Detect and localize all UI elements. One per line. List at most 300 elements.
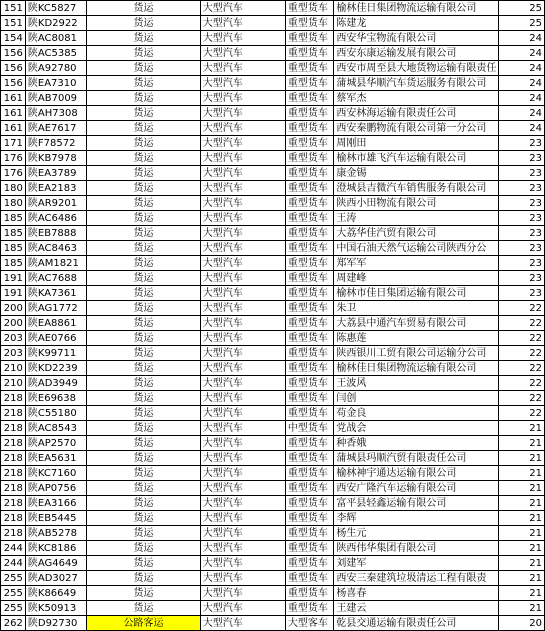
- plate-cell[interactable]: 陕AC8543: [25, 421, 86, 436]
- plate-cell[interactable]: 陕EA2183: [25, 181, 86, 196]
- vehicle-type-cell[interactable]: 重型货车: [285, 391, 334, 406]
- owner-cell[interactable]: 蒲城县玛顺汽贸有限责任公司: [334, 451, 499, 466]
- count-cell[interactable]: 23: [499, 196, 545, 211]
- owner-cell[interactable]: 乾县交通运输有限责任公司: [334, 616, 499, 631]
- count-cell[interactable]: 23: [499, 211, 545, 226]
- usage-cell[interactable]: 公路客运: [87, 616, 201, 631]
- vehicle-type-cell[interactable]: 重型货车: [285, 151, 334, 166]
- vehicle-type-cell[interactable]: 重型货车: [285, 121, 334, 136]
- table-row[interactable]: [1, 361, 545, 376]
- vehicle-type-cell[interactable]: 重型货车: [285, 316, 334, 331]
- vehicle-type-cell[interactable]: 重型货车: [285, 376, 334, 391]
- table-row[interactable]: [1, 226, 545, 241]
- table-row[interactable]: [1, 481, 545, 496]
- count-cell[interactable]: 22: [499, 346, 545, 361]
- owner-cell[interactable]: 党战会: [334, 421, 499, 436]
- vehicle-class-cell[interactable]: 大型汽车: [200, 556, 285, 571]
- table-row[interactable]: [1, 76, 545, 91]
- table-row[interactable]: [1, 121, 545, 136]
- count-cell[interactable]: 21: [499, 556, 545, 571]
- owner-cell[interactable]: 闫创: [334, 391, 499, 406]
- rank-cell[interactable]: 161: [1, 121, 26, 136]
- vehicle-type-cell[interactable]: 重型货车: [285, 301, 334, 316]
- table-row[interactable]: [1, 286, 545, 301]
- rank-cell[interactable]: 191: [1, 271, 26, 286]
- rank-cell[interactable]: 176: [1, 151, 26, 166]
- vehicle-class-cell[interactable]: 大型汽车: [200, 301, 285, 316]
- count-cell[interactable]: 22: [499, 406, 545, 421]
- table-row[interactable]: [1, 616, 545, 631]
- owner-cell[interactable]: 王建云: [334, 601, 499, 616]
- plate-cell[interactable]: 陕AP2570: [25, 436, 86, 451]
- owner-cell[interactable]: 蒲城县华顺汽车货运服务有限公司: [334, 76, 499, 91]
- plate-cell[interactable]: 陕AC6486: [25, 211, 86, 226]
- owner-cell[interactable]: 榆林佳日集团物流运输有限公司: [334, 361, 499, 376]
- vehicle-class-cell[interactable]: 大型汽车: [200, 241, 285, 256]
- usage-cell[interactable]: 货运: [87, 91, 201, 106]
- usage-cell[interactable]: 货运: [87, 526, 201, 541]
- vehicle-class-cell[interactable]: 大型汽车: [200, 226, 285, 241]
- table-row[interactable]: [1, 61, 545, 76]
- table-row[interactable]: [1, 556, 545, 571]
- usage-cell[interactable]: 货运: [87, 181, 201, 196]
- table-row[interactable]: [1, 106, 545, 121]
- vehicle-class-cell[interactable]: 大型汽车: [200, 616, 285, 631]
- owner-cell[interactable]: 蔡军杰: [334, 91, 499, 106]
- usage-cell[interactable]: 货运: [87, 436, 201, 451]
- table-row[interactable]: [1, 601, 545, 616]
- usage-cell[interactable]: 货运: [87, 196, 201, 211]
- vehicle-class-cell[interactable]: 大型汽车: [200, 16, 285, 31]
- usage-cell[interactable]: 货运: [87, 271, 201, 286]
- vehicle-type-cell[interactable]: 重型货车: [285, 61, 334, 76]
- usage-cell[interactable]: 货运: [87, 286, 201, 301]
- rank-cell[interactable]: 218: [1, 451, 26, 466]
- count-cell[interactable]: 25: [499, 1, 545, 16]
- usage-cell[interactable]: 货运: [87, 406, 201, 421]
- rank-cell[interactable]: 203: [1, 331, 26, 346]
- rank-cell[interactable]: 244: [1, 556, 26, 571]
- owner-cell[interactable]: 杨喜春: [334, 586, 499, 601]
- table-row[interactable]: [1, 331, 545, 346]
- usage-cell[interactable]: 货运: [87, 556, 201, 571]
- plate-cell[interactable]: 陕AP0756: [25, 481, 86, 496]
- owner-cell[interactable]: 西安市周至县大地货物运输有限责任: [334, 61, 499, 76]
- plate-cell[interactable]: 陕AR9201: [25, 196, 86, 211]
- count-cell[interactable]: 21: [499, 586, 545, 601]
- plate-cell[interactable]: 陕C55180: [25, 406, 86, 421]
- vehicle-class-cell[interactable]: 大型汽车: [200, 61, 285, 76]
- table-row[interactable]: [1, 376, 545, 391]
- usage-cell[interactable]: 货运: [87, 136, 201, 151]
- owner-cell[interactable]: 陕西银川工贸有限公司运输分公司: [334, 346, 499, 361]
- plate-cell[interactable]: 陕K99711: [25, 346, 86, 361]
- owner-cell[interactable]: 周建峰: [334, 271, 499, 286]
- plate-cell[interactable]: 陕EA3789: [25, 166, 86, 181]
- owner-cell[interactable]: 王波风: [334, 376, 499, 391]
- vehicle-class-cell[interactable]: 大型汽车: [200, 421, 285, 436]
- owner-cell[interactable]: 西安三秦建筑垃圾清运工程有限责: [334, 571, 499, 586]
- vehicle-class-cell[interactable]: 大型汽车: [200, 181, 285, 196]
- count-cell[interactable]: 20: [499, 616, 545, 631]
- rank-cell[interactable]: 151: [1, 1, 26, 16]
- count-cell[interactable]: 23: [499, 166, 545, 181]
- vehicle-type-cell[interactable]: 重型货车: [285, 601, 334, 616]
- rank-cell[interactable]: 161: [1, 91, 26, 106]
- owner-cell[interactable]: 西安林海运输有限责任公司: [334, 106, 499, 121]
- vehicle-type-cell[interactable]: 大型客车: [285, 616, 334, 631]
- vehicle-class-cell[interactable]: 大型汽车: [200, 601, 285, 616]
- vehicle-type-cell[interactable]: 重型货车: [285, 571, 334, 586]
- usage-cell[interactable]: 货运: [87, 511, 201, 526]
- vehicle-class-cell[interactable]: 大型汽车: [200, 391, 285, 406]
- vehicle-class-cell[interactable]: 大型汽车: [200, 586, 285, 601]
- owner-cell[interactable]: 康金锡: [334, 166, 499, 181]
- vehicle-type-cell[interactable]: 重型货车: [285, 106, 334, 121]
- count-cell[interactable]: 21: [499, 541, 545, 556]
- usage-cell[interactable]: 货运: [87, 241, 201, 256]
- count-cell[interactable]: 21: [499, 451, 545, 466]
- table-row[interactable]: [1, 31, 545, 46]
- vehicle-class-cell[interactable]: 大型汽车: [200, 271, 285, 286]
- count-cell[interactable]: 23: [499, 271, 545, 286]
- vehicle-class-cell[interactable]: 大型汽车: [200, 541, 285, 556]
- count-cell[interactable]: 23: [499, 256, 545, 271]
- usage-cell[interactable]: 货运: [87, 256, 201, 271]
- rank-cell[interactable]: 262: [1, 616, 26, 631]
- vehicle-class-cell[interactable]: 大型汽车: [200, 286, 285, 301]
- usage-cell[interactable]: 货运: [87, 106, 201, 121]
- vehicle-type-cell[interactable]: 重型货车: [285, 451, 334, 466]
- owner-cell[interactable]: 榆林佳日集团物流运输有限公司: [334, 1, 499, 16]
- plate-cell[interactable]: 陕KC7160: [25, 466, 86, 481]
- vehicle-type-cell[interactable]: 重型货车: [285, 256, 334, 271]
- count-cell[interactable]: 24: [499, 106, 545, 121]
- vehicle-class-cell[interactable]: 大型汽车: [200, 196, 285, 211]
- vehicle-class-cell[interactable]: 大型汽车: [200, 571, 285, 586]
- vehicle-class-cell[interactable]: 大型汽车: [200, 76, 285, 91]
- vehicle-class-cell[interactable]: 大型汽车: [200, 406, 285, 421]
- table-row[interactable]: [1, 391, 545, 406]
- count-cell[interactable]: 22: [499, 316, 545, 331]
- count-cell[interactable]: 24: [499, 46, 545, 61]
- owner-cell[interactable]: 朱卫: [334, 301, 499, 316]
- count-cell[interactable]: 24: [499, 61, 545, 76]
- table-row[interactable]: [1, 271, 545, 286]
- count-cell[interactable]: 23: [499, 151, 545, 166]
- table-row[interactable]: [1, 451, 545, 466]
- vehicle-type-cell[interactable]: 重型货车: [285, 481, 334, 496]
- plate-cell[interactable]: 陕AM1821: [25, 256, 86, 271]
- vehicle-class-cell[interactable]: 大型汽车: [200, 256, 285, 271]
- rank-cell[interactable]: 218: [1, 406, 26, 421]
- count-cell[interactable]: 24: [499, 91, 545, 106]
- count-cell[interactable]: 25: [499, 16, 545, 31]
- rank-cell[interactable]: 210: [1, 376, 26, 391]
- count-cell[interactable]: 21: [499, 481, 545, 496]
- plate-cell[interactable]: 陕AE7617: [25, 121, 86, 136]
- count-cell[interactable]: 21: [499, 526, 545, 541]
- count-cell[interactable]: 22: [499, 331, 545, 346]
- plate-cell[interactable]: 陕K50913: [25, 601, 86, 616]
- rank-cell[interactable]: 180: [1, 196, 26, 211]
- usage-cell[interactable]: 货运: [87, 361, 201, 376]
- usage-cell[interactable]: 货运: [87, 226, 201, 241]
- count-cell[interactable]: 23: [499, 286, 545, 301]
- plate-cell[interactable]: 陕AE0766: [25, 331, 86, 346]
- table-row[interactable]: [1, 571, 545, 586]
- vehicle-type-cell[interactable]: 重型货车: [285, 511, 334, 526]
- plate-cell[interactable]: 陕AC8081: [25, 31, 86, 46]
- vehicle-class-cell[interactable]: 大型汽车: [200, 121, 285, 136]
- plate-cell[interactable]: 陕AG4649: [25, 556, 86, 571]
- owner-cell[interactable]: 西安东康运输发展有限公司: [334, 46, 499, 61]
- rank-cell[interactable]: 185: [1, 211, 26, 226]
- usage-cell[interactable]: 货运: [87, 331, 201, 346]
- usage-cell[interactable]: 货运: [87, 571, 201, 586]
- table-row[interactable]: [1, 316, 545, 331]
- plate-cell[interactable]: 陕KA7361: [25, 286, 86, 301]
- plate-cell[interactable]: 陕EA8861: [25, 316, 86, 331]
- rank-cell[interactable]: 218: [1, 466, 26, 481]
- usage-cell[interactable]: 货运: [87, 316, 201, 331]
- vehicle-class-cell[interactable]: 大型汽车: [200, 331, 285, 346]
- table-row[interactable]: [1, 256, 545, 271]
- usage-cell[interactable]: 货运: [87, 16, 201, 31]
- vehicle-type-cell[interactable]: 重型货车: [285, 436, 334, 451]
- owner-cell[interactable]: 陈建龙: [334, 16, 499, 31]
- rank-cell[interactable]: 255: [1, 571, 26, 586]
- plate-cell[interactable]: 陕KC5827: [25, 1, 86, 16]
- vehicle-type-cell[interactable]: 重型货车: [285, 1, 334, 16]
- count-cell[interactable]: 21: [499, 496, 545, 511]
- table-row[interactable]: [1, 541, 545, 556]
- vehicle-type-cell[interactable]: 重型货车: [285, 406, 334, 421]
- usage-cell[interactable]: 货运: [87, 121, 201, 136]
- table-row[interactable]: [1, 436, 545, 451]
- rank-cell[interactable]: 185: [1, 256, 26, 271]
- owner-cell[interactable]: 大荔华佳汽贸有限公司: [334, 226, 499, 241]
- owner-cell[interactable]: 苟金良: [334, 406, 499, 421]
- vehicle-class-cell[interactable]: 大型汽车: [200, 91, 285, 106]
- plate-cell[interactable]: 陕KD2922: [25, 16, 86, 31]
- owner-cell[interactable]: 杨生元: [334, 526, 499, 541]
- plate-cell[interactable]: 陕AG1772: [25, 301, 86, 316]
- vehicle-class-cell[interactable]: 大型汽车: [200, 46, 285, 61]
- usage-cell[interactable]: 货运: [87, 31, 201, 46]
- rank-cell[interactable]: 200: [1, 301, 26, 316]
- owner-cell[interactable]: 富平县轻鑫运输有限公司: [334, 496, 499, 511]
- owner-cell[interactable]: 榆林市雄飞汽车运输有限公司: [334, 151, 499, 166]
- vehicle-type-cell[interactable]: 重型货车: [285, 166, 334, 181]
- vehicle-type-cell[interactable]: 重型货车: [285, 46, 334, 61]
- table-row[interactable]: [1, 406, 545, 421]
- owner-cell[interactable]: 刘建军: [334, 556, 499, 571]
- vehicle-type-cell[interactable]: 重型货车: [285, 241, 334, 256]
- owner-cell[interactable]: 陕西伟华集团有限公司: [334, 541, 499, 556]
- owner-cell[interactable]: 榆林神宇通达运输有限公司: [334, 466, 499, 481]
- count-cell[interactable]: 21: [499, 436, 545, 451]
- usage-cell[interactable]: 货运: [87, 421, 201, 436]
- table-row[interactable]: [1, 166, 545, 181]
- vehicle-type-cell[interactable]: 重型货车: [285, 226, 334, 241]
- rank-cell[interactable]: 156: [1, 61, 26, 76]
- table-row[interactable]: [1, 511, 545, 526]
- usage-cell[interactable]: 货运: [87, 61, 201, 76]
- owner-cell[interactable]: 西安华宝物流有限公司: [334, 31, 499, 46]
- rank-cell[interactable]: 218: [1, 496, 26, 511]
- usage-cell[interactable]: 货运: [87, 586, 201, 601]
- count-cell[interactable]: 24: [499, 31, 545, 46]
- plate-cell[interactable]: 陕A92780: [25, 61, 86, 76]
- plate-cell[interactable]: 陕AB7009: [25, 91, 86, 106]
- rank-cell[interactable]: 218: [1, 481, 26, 496]
- rank-cell[interactable]: 191: [1, 286, 26, 301]
- table-row[interactable]: [1, 151, 545, 166]
- usage-cell[interactable]: 货运: [87, 541, 201, 556]
- vehicle-type-cell[interactable]: 重型货车: [285, 286, 334, 301]
- table-row[interactable]: [1, 16, 545, 31]
- plate-cell[interactable]: 陕AD3949: [25, 376, 86, 391]
- count-cell[interactable]: 21: [499, 466, 545, 481]
- usage-cell[interactable]: 货运: [87, 451, 201, 466]
- rank-cell[interactable]: 218: [1, 526, 26, 541]
- rank-cell[interactable]: 244: [1, 541, 26, 556]
- plate-cell[interactable]: 陕EB7888: [25, 226, 86, 241]
- plate-cell[interactable]: 陕AC5385: [25, 46, 86, 61]
- plate-cell[interactable]: 陕EA7310: [25, 76, 86, 91]
- plate-cell[interactable]: 陕KD2239: [25, 361, 86, 376]
- vehicle-type-cell[interactable]: 中型货车: [285, 421, 334, 436]
- table-row[interactable]: [1, 496, 545, 511]
- vehicle-type-cell[interactable]: 重型货车: [285, 331, 334, 346]
- table-row[interactable]: [1, 181, 545, 196]
- vehicle-class-cell[interactable]: 大型汽车: [200, 166, 285, 181]
- usage-cell[interactable]: 货运: [87, 46, 201, 61]
- vehicle-class-cell[interactable]: 大型汽车: [200, 481, 285, 496]
- count-cell[interactable]: 22: [499, 391, 545, 406]
- vehicle-type-cell[interactable]: 重型货车: [285, 271, 334, 286]
- usage-cell[interactable]: 货运: [87, 76, 201, 91]
- plate-cell[interactable]: 陕EA5631: [25, 451, 86, 466]
- rank-cell[interactable]: 156: [1, 76, 26, 91]
- vehicle-type-cell[interactable]: 重型货车: [285, 136, 334, 151]
- vehicle-type-cell[interactable]: 重型货车: [285, 16, 334, 31]
- owner-cell[interactable]: 陈惠莲: [334, 331, 499, 346]
- owner-cell[interactable]: 大荔县中通汽车贸易有限公司: [334, 316, 499, 331]
- vehicle-type-cell[interactable]: 重型货车: [285, 526, 334, 541]
- count-cell[interactable]: 21: [499, 571, 545, 586]
- rank-cell[interactable]: 200: [1, 316, 26, 331]
- rank-cell[interactable]: 185: [1, 241, 26, 256]
- plate-cell[interactable]: 陕F78572: [25, 136, 86, 151]
- vehicle-class-cell[interactable]: 大型汽车: [200, 376, 285, 391]
- rank-cell[interactable]: 176: [1, 166, 26, 181]
- rank-cell[interactable]: 156: [1, 46, 26, 61]
- count-cell[interactable]: 21: [499, 601, 545, 616]
- table-row[interactable]: [1, 346, 545, 361]
- vehicle-type-cell[interactable]: 重型货车: [285, 541, 334, 556]
- table-row[interactable]: [1, 526, 545, 541]
- vehicle-class-cell[interactable]: 大型汽车: [200, 31, 285, 46]
- count-cell[interactable]: 23: [499, 241, 545, 256]
- usage-cell[interactable]: 货运: [87, 211, 201, 226]
- table-row[interactable]: [1, 136, 545, 151]
- owner-cell[interactable]: 中国石油天然气运输公司陕西分公: [334, 241, 499, 256]
- vehicle-class-cell[interactable]: 大型汽车: [200, 436, 285, 451]
- rank-cell[interactable]: 203: [1, 346, 26, 361]
- vehicle-type-cell[interactable]: 重型货车: [285, 91, 334, 106]
- plate-cell[interactable]: 陕E69638: [25, 391, 86, 406]
- count-cell[interactable]: 24: [499, 76, 545, 91]
- rank-cell[interactable]: 185: [1, 226, 26, 241]
- plate-cell[interactable]: 陕AB5278: [25, 526, 86, 541]
- rank-cell[interactable]: 218: [1, 511, 26, 526]
- usage-cell[interactable]: 货运: [87, 496, 201, 511]
- vehicle-type-cell[interactable]: 重型货车: [285, 181, 334, 196]
- vehicle-type-cell[interactable]: 重型货车: [285, 586, 334, 601]
- rank-cell[interactable]: 218: [1, 421, 26, 436]
- usage-cell[interactable]: 货运: [87, 466, 201, 481]
- rank-cell[interactable]: 171: [1, 136, 26, 151]
- owner-cell[interactable]: 西安秦鹏物流有限公司第一分公司: [334, 121, 499, 136]
- vehicle-class-cell[interactable]: 大型汽车: [200, 316, 285, 331]
- vehicle-class-cell[interactable]: 大型汽车: [200, 1, 285, 16]
- plate-cell[interactable]: 陕AD3027: [25, 571, 86, 586]
- table-row[interactable]: [1, 586, 545, 601]
- plate-cell[interactable]: 陕K86649: [25, 586, 86, 601]
- vehicle-class-cell[interactable]: 大型汽车: [200, 211, 285, 226]
- owner-cell[interactable]: 西安广隆汽车运输有限公司: [334, 481, 499, 496]
- count-cell[interactable]: 24: [499, 121, 545, 136]
- plate-cell[interactable]: 陕AC7688: [25, 271, 86, 286]
- rank-cell[interactable]: 151: [1, 16, 26, 31]
- plate-cell[interactable]: 陕AC8463: [25, 241, 86, 256]
- rank-cell[interactable]: 161: [1, 106, 26, 121]
- owner-cell[interactable]: 种香娥: [334, 436, 499, 451]
- table-row[interactable]: [1, 46, 545, 61]
- table-row[interactable]: [1, 241, 545, 256]
- plate-cell[interactable]: 陕EA3166: [25, 496, 86, 511]
- rank-cell[interactable]: 210: [1, 361, 26, 376]
- vehicle-type-cell[interactable]: 重型货车: [285, 496, 334, 511]
- rank-cell[interactable]: 218: [1, 436, 26, 451]
- rank-cell[interactable]: 218: [1, 391, 26, 406]
- rank-cell[interactable]: 180: [1, 181, 26, 196]
- vehicle-class-cell[interactable]: 大型汽车: [200, 511, 285, 526]
- count-cell[interactable]: 23: [499, 136, 545, 151]
- owner-cell[interactable]: 王涛: [334, 211, 499, 226]
- owner-cell[interactable]: 榆林市佳日集团运输有限公司: [334, 286, 499, 301]
- table-row[interactable]: [1, 466, 545, 481]
- vehicle-class-cell[interactable]: 大型汽车: [200, 151, 285, 166]
- count-cell[interactable]: 23: [499, 181, 545, 196]
- vehicle-type-cell[interactable]: 重型货车: [285, 76, 334, 91]
- vehicle-class-cell[interactable]: 大型汽车: [200, 361, 285, 376]
- plate-cell[interactable]: 陕KB7978: [25, 151, 86, 166]
- usage-cell[interactable]: 货运: [87, 481, 201, 496]
- table-row[interactable]: [1, 421, 545, 436]
- plate-cell[interactable]: 陕KC8186: [25, 541, 86, 556]
- vehicle-type-cell[interactable]: 重型货车: [285, 346, 334, 361]
- rank-cell[interactable]: 255: [1, 601, 26, 616]
- usage-cell[interactable]: 货运: [87, 1, 201, 16]
- plate-cell[interactable]: 陕D92730: [25, 616, 86, 631]
- usage-cell[interactable]: 货运: [87, 376, 201, 391]
- vehicle-class-cell[interactable]: 大型汽车: [200, 496, 285, 511]
- count-cell[interactable]: 21: [499, 511, 545, 526]
- vehicle-class-cell[interactable]: 大型汽车: [200, 526, 285, 541]
